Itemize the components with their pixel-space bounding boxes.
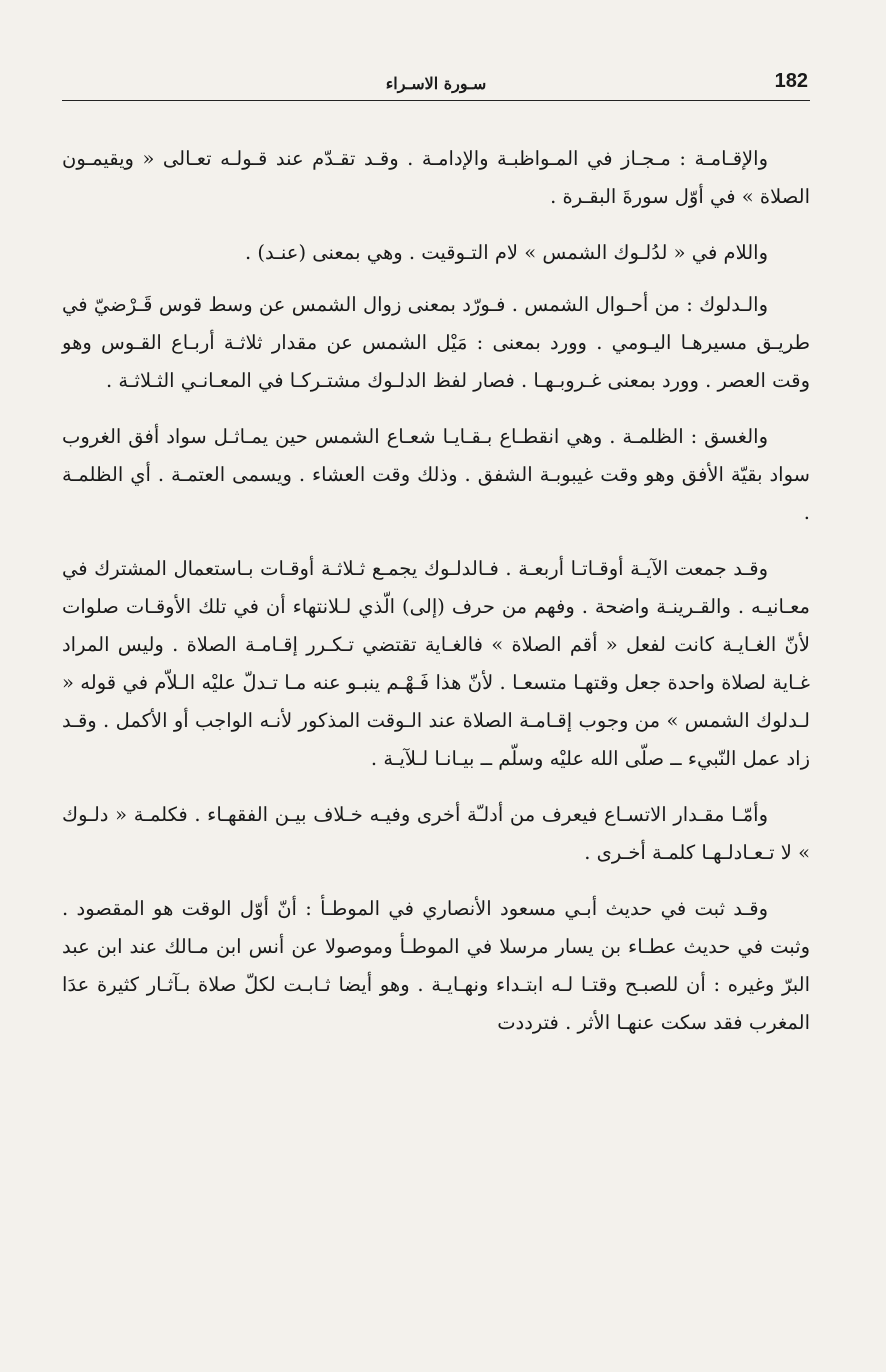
paragraph-lam: واللام في « لدُلـوك الشمس » لام التـوقيت . وهي بمعنى (عنـد) . xyxy=(244,241,768,264)
paragraph-hadith: وقـد ثبت في حديث أبـي مسعود الأنصاري في الموطـأ : أنّ أوّل الوقت هو المقصود . وثبت في حديث عطـاء بن يسار مرسلا في الموطـأ وموصولا عن أنس ابن مـالك عند ابن عبد البرّ وغيره : أن للصبـح وقتـا لـه ابتـداء ونهـايـة . وهو أيضا ثـابـت لكلّ صلاة بـآثـار كثيرة عدَا المغرب فقد سكت عنهـا الأثر . فترددت xyxy=(62,897,810,1034)
paragraph-duluk: والـدلوك : من أحـوال الشمس . فـورّد بمعنى زوال الشمس عن وسط قوس قَـرْضيّ في طريـق مسيرهـا اليـومي . وورد بمعنى : مَيْل الشمس عن مقدار ثلاثـة أربـاع القـوس وهو وقت العصر . وورد بمعنى غـروبـهـا . فصار لفظ الدلـوك مشتـركـا في المعـانـي الثـلاثـة . xyxy=(62,293,810,392)
paragraph-ittisa: وأمّـا مقـدار الاتسـاع فيعرف من أدلـّة أخرى وفيـه خـلاف بيـن الفقهـاء . فكلمـة « دلـوك » لا تـعـادلـهـا كلمـة أخـرى . xyxy=(62,803,810,864)
paragraph-ghasaq: والغسق : الظلمـة . وهي انقطـاع بـقـايـا شعـاع الشمس حين يمـاثـل سواد أفق الغروب سواد بقيّة الأفق وهو وقت غيبوبـة الشفق . وذلك وقت العشاء . ويسمى العتمـة . أي الظلمـة . xyxy=(62,425,810,524)
surah-title: سـورة الاسـراء xyxy=(385,74,487,93)
paragraph-iqama: والإقـامـة : مـجـاز في المـواظبـة والإدامـة . وقـد تقـدّم عند قـولـه تعـالى « ويقيمـون الصلاة » في أوّل سورةَ البقـرة . xyxy=(62,147,810,208)
page-header xyxy=(62,66,810,101)
paragraph-awqat: وقـد جمعت الآيـة أوقـاتـا أربعـة . فـالدلـوك يجمـع ثـلاثـة أوقـات بـاستعمال المشترك في معـانيـه . والقـرينـة واضحة . وفهم من حرف (إلى) الّذي لـلانتهاء أن في تلك الأوقـات صلوات لأنّ الغـايـة كانت لفعل « أقم الصلاة » فالغـاية تقتضي تـكـرر إقـامـة الصلاة . وليس المراد غـاية لصلاة واحدة جعل وقتهـا متسعـا . لأنّ هذا فَـهْـم ينبـو عنه مـا تـدلّ عليْه الـلاّم في قوله « لـدلوك الشمس » من وجوب إقـامـة الصلاة عند الـوقت المذكور لأنـه الواجب أو الأكمل . وقـد زاد عمل النّبيء ــ صلّى الله عليْه وسلّم ــ بيـانـا لـلآيـة . xyxy=(62,557,810,770)
page-body xyxy=(62,140,810,1060)
page-number: 182 xyxy=(774,70,808,92)
